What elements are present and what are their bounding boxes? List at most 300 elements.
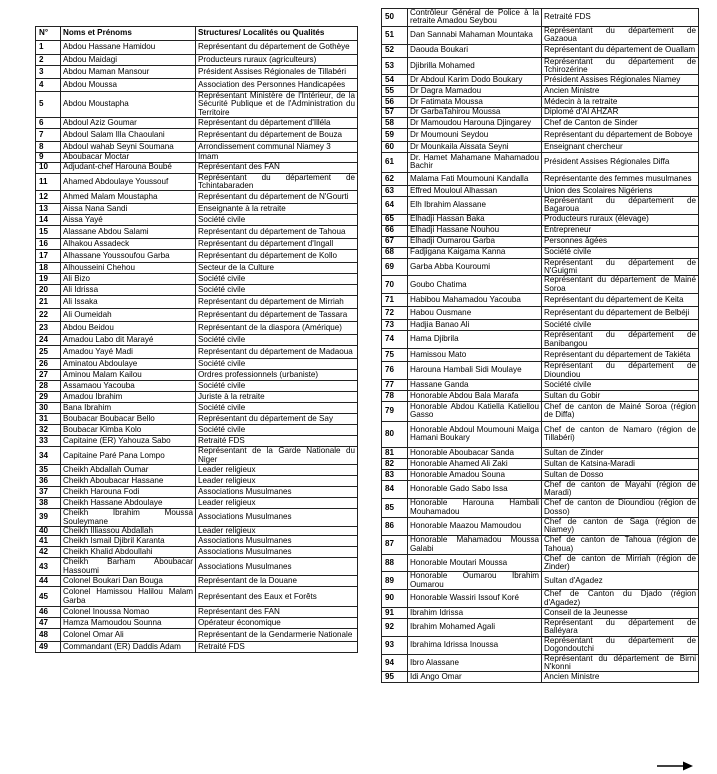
row-name: Amadou Yayé Madi: [61, 346, 196, 359]
row-number: 71: [382, 294, 408, 307]
row-name: Aboubacar Moctar: [61, 153, 196, 162]
table-header-row: [36, 27, 358, 41]
table-row: [36, 547, 358, 558]
row-name: Adjudant-chef Harouna Boubé: [61, 162, 196, 173]
row-number: 76: [382, 362, 408, 380]
table-row: [382, 401, 699, 421]
row-name: Hama Djibrila: [408, 331, 542, 349]
table-row: [36, 465, 358, 476]
row-name: Abdoul Aziz Goumar: [61, 118, 196, 129]
row-structure: Retraité FDS: [196, 436, 358, 447]
row-number: 21: [36, 296, 61, 309]
row-number: 14: [36, 215, 61, 226]
row-structure: Représentant du département de Belbéji: [542, 307, 699, 320]
row-name: Colonel Omar Ali: [61, 629, 196, 642]
row-structure: Représentant du département de Banibangou: [542, 331, 699, 349]
row-structure: Sultan de Zinder: [542, 447, 699, 458]
row-structure: Représentant du département de Ouallam: [542, 44, 699, 57]
row-structure: Représentant de la Gendarmerie Nationale: [196, 629, 358, 642]
row-number: 73: [382, 320, 408, 331]
row-number: 38: [36, 498, 61, 509]
row-name: Dr GarbaTahirou Moussa: [408, 108, 542, 117]
row-structure: Représentant du département de N'Guigmi: [542, 258, 699, 276]
table-row: [36, 346, 358, 359]
table-row: [382, 590, 699, 608]
table-row: [382, 421, 699, 447]
row-number: 95: [382, 672, 408, 683]
row-number: 67: [382, 236, 408, 247]
row-name: Cheikh Barham Aboubacar Hassoumi: [61, 558, 196, 576]
row-number: 25: [36, 346, 61, 359]
row-name: Alassane Abdou Salami: [61, 226, 196, 239]
row-structure: Représentant de la Garde Nationale du Niger: [196, 447, 358, 465]
table-row: [36, 79, 358, 92]
row-structure: Association des Personnes Handicapées: [196, 79, 358, 92]
row-name: Harouna Hambali Sidi Moulaye: [408, 362, 542, 380]
row-name: Honorable Wassiri Issouf Koré: [408, 590, 542, 608]
row-structure: Retraité FDS: [542, 9, 699, 27]
row-number: 55: [382, 86, 408, 97]
row-name: Ibrahima Idrissa Inoussa: [408, 636, 542, 654]
row-name: Ibro Alassane: [408, 654, 542, 672]
table-row: [36, 414, 358, 425]
table-row: [36, 436, 358, 447]
header-number: N°: [36, 27, 61, 41]
row-number: 78: [382, 390, 408, 401]
row-name: Daouda Boukari: [408, 44, 542, 57]
row-number: 9: [36, 153, 61, 162]
row-name: Malama Fati Moumouni Kandalla: [408, 172, 542, 185]
table-row: [36, 274, 358, 285]
row-number: 36: [36, 476, 61, 487]
row-number: 72: [382, 307, 408, 320]
row-structure: Leader religieux: [196, 476, 358, 487]
row-number: 40: [36, 527, 61, 536]
table-row: [382, 447, 699, 458]
table-row: [36, 153, 358, 162]
row-name: Colonel Hamissou Halilou Malam Garba: [61, 587, 196, 607]
row-number: 30: [36, 403, 61, 414]
table-row: [36, 66, 358, 79]
participants-table-right: [381, 8, 699, 683]
row-name: Amadou Ibrahim: [61, 392, 196, 403]
row-structure: Imam: [196, 153, 358, 162]
row-structure: Ancien Ministre: [542, 86, 699, 97]
row-structure: Représentant de la Douane: [196, 576, 358, 587]
row-number: 42: [36, 547, 61, 558]
table-row: [382, 480, 699, 498]
row-name: Honorable Ahamed Ali Zaki: [408, 458, 542, 469]
row-number: 68: [382, 247, 408, 258]
row-structure: Médecin à la retraite: [542, 97, 699, 108]
row-number: 57: [382, 108, 408, 117]
row-name: Dr Mamoudou Harouna Djingarey: [408, 117, 542, 128]
row-name: Assamaou Yacouba: [61, 381, 196, 392]
table-row: [382, 196, 699, 214]
row-structure: Société civile: [196, 381, 358, 392]
row-name: Aminou Malam Kailou: [61, 370, 196, 381]
row-name: Ibrahim Idrissa: [408, 607, 542, 618]
table-row: [382, 172, 699, 185]
row-name: Cheikh Ismail Djibril Karanta: [61, 536, 196, 547]
row-name: Aissa Yayé: [61, 215, 196, 226]
row-number: 83: [382, 469, 408, 480]
row-number: 32: [36, 425, 61, 436]
right-table-body: [382, 9, 699, 683]
table-row: [382, 320, 699, 331]
row-name: Capitaine Paré Pana Lompo: [61, 447, 196, 465]
row-name: Abdoul Salam Illa Chaoulani: [61, 129, 196, 142]
row-structure: Président Assises Régionales Diffa: [542, 152, 699, 172]
row-structure: Retraité FDS: [196, 642, 358, 653]
row-number: 26: [36, 359, 61, 370]
row-structure: Juriste à la retraite: [196, 392, 358, 403]
row-name: Abdou Maman Mansour: [61, 66, 196, 79]
row-name: Honorable Moutari Moussa: [408, 554, 542, 572]
table-row: [36, 447, 358, 465]
table-row: [382, 57, 699, 75]
row-number: 10: [36, 162, 61, 173]
row-number: 46: [36, 607, 61, 618]
table-row: [36, 359, 358, 370]
table-row: [382, 185, 699, 196]
row-name: Capitaine (ER) Yahouza Sabo: [61, 436, 196, 447]
row-name: Elh Ibrahim Alassane: [408, 196, 542, 214]
row-number: 7: [36, 129, 61, 142]
row-structure: Ancien Ministre: [542, 672, 699, 683]
row-name: Dr. Hamet Mahamane Mahamadou Bachir: [408, 152, 542, 172]
row-name: Ahmed Malam Moustapha: [61, 191, 196, 204]
row-number: 93: [382, 636, 408, 654]
row-structure: Union des Scolaires Nigériens: [542, 185, 699, 196]
table-row: [36, 250, 358, 263]
row-number: 44: [36, 576, 61, 587]
table-row: [36, 55, 358, 66]
table-row: [36, 618, 358, 629]
row-number: 35: [36, 465, 61, 476]
row-structure: Arrondissement communal Niamey 3: [196, 142, 358, 153]
row-name: Aminatou Abdoulaye: [61, 359, 196, 370]
row-number: 41: [36, 536, 61, 547]
row-number: 39: [36, 509, 61, 527]
table-row: [36, 498, 358, 509]
row-structure: Représentant du département de Mirriah: [196, 296, 358, 309]
table-row: [36, 509, 358, 527]
table-row: [36, 142, 358, 153]
row-name: Habibou Mahamadou Yacouba: [408, 294, 542, 307]
row-name: Elhadji Hassan Baka: [408, 214, 542, 225]
row-number: 3: [36, 66, 61, 79]
row-name: Colonel Inoussa Nomao: [61, 607, 196, 618]
row-name: Fadjigana Kaigama Kanna: [408, 247, 542, 258]
row-structure: Représentant des FAN: [196, 162, 358, 173]
row-number: 54: [382, 75, 408, 86]
row-structure: Représentant du département de Gothèye: [196, 41, 358, 55]
row-structure: Personnes âgées: [542, 236, 699, 247]
table-row: [36, 263, 358, 274]
row-structure: Société civile: [196, 425, 358, 436]
row-number: 31: [36, 414, 61, 425]
row-structure: Chef de canton de Dioundiou (région de Dosso): [542, 498, 699, 517]
table-row: [382, 108, 699, 117]
row-number: 58: [382, 117, 408, 128]
row-structure: Enseignante à la retraite: [196, 204, 358, 215]
row-name: Honorable Abdou Katiella Katiellou Gasso: [408, 401, 542, 421]
row-structure: Ordres professionnels (urbaniste): [196, 370, 358, 381]
row-structure: Représentant du département d'Illéla: [196, 118, 358, 129]
table-row: [36, 239, 358, 250]
table-row: [36, 536, 358, 547]
row-number: 81: [382, 447, 408, 458]
row-number: 64: [382, 196, 408, 214]
row-number: 23: [36, 322, 61, 335]
row-structure: Opérateur économique: [196, 618, 358, 629]
table-row: [382, 349, 699, 362]
row-name: Hamza Mamoudou Sounna: [61, 618, 196, 629]
table-row: [36, 285, 358, 296]
row-structure: Représentant des FAN: [196, 607, 358, 618]
row-name: Ali Oumeidah: [61, 309, 196, 322]
row-structure: Chef de canton de Mainé Soroa (région de Diffa): [542, 401, 699, 421]
row-number: 48: [36, 629, 61, 642]
row-number: 59: [382, 128, 408, 141]
row-name: Honorable Aboubacar Sanda: [408, 447, 542, 458]
row-number: 6: [36, 118, 61, 129]
row-name: Abdou Moussa: [61, 79, 196, 92]
row-number: 20: [36, 285, 61, 296]
row-structure: Sultan d'Agadez: [542, 572, 699, 590]
row-structure: Producteurs ruraux (agriculteurs): [196, 55, 358, 66]
row-number: 5: [36, 92, 61, 118]
row-name: Bana Ibrahim: [61, 403, 196, 414]
table-row: [36, 476, 358, 487]
row-structure: Représentant du département de Takiéta: [542, 349, 699, 362]
row-number: 88: [382, 554, 408, 572]
row-structure: Représentant du département de Tchintabaraden: [196, 173, 358, 191]
row-number: 60: [382, 141, 408, 152]
row-name: Abdou Maidagi: [61, 55, 196, 66]
table-row: [36, 381, 358, 392]
row-number: 62: [382, 172, 408, 185]
row-structure: Chef de canton de Mayahi (région de Maradi): [542, 480, 699, 498]
row-number: 90: [382, 590, 408, 608]
table-row: [382, 276, 699, 294]
table-row: [382, 672, 699, 683]
row-number: 87: [382, 535, 408, 554]
row-name: Colonel Boukari Dan Bouga: [61, 576, 196, 587]
row-number: 11: [36, 173, 61, 191]
row-name: Commandant (ER) Daddis Adam: [61, 642, 196, 653]
row-structure: Leader religieux: [196, 498, 358, 509]
row-structure: Représentant du département de Boboye: [542, 128, 699, 141]
row-name: Habou Ousmane: [408, 307, 542, 320]
row-name: Elhadji Oumarou Garba: [408, 236, 542, 247]
row-name: Aissa Nana Sandi: [61, 204, 196, 215]
row-structure: Représentant du département de Mainé Soroa: [542, 276, 699, 294]
row-number: 19: [36, 274, 61, 285]
row-name: Ali Issaka: [61, 296, 196, 309]
row-structure: Président Assises Régionales de Tillabéri: [196, 66, 358, 79]
row-name: Honorable Mahamadou Moussa Galabi: [408, 535, 542, 554]
table-row: [382, 390, 699, 401]
table-row: [382, 258, 699, 276]
row-structure: Société civile: [542, 379, 699, 390]
table-row: [382, 236, 699, 247]
row-number: 16: [36, 239, 61, 250]
row-structure: Représentant du département de Balléyara: [542, 618, 699, 636]
row-number: 8: [36, 142, 61, 153]
row-structure: Représentant du département de N'Gourti: [196, 191, 358, 204]
row-structure: Producteurs ruraux (élevage): [542, 214, 699, 225]
row-name: Hadjia Banao Ali: [408, 320, 542, 331]
table-row: [36, 191, 358, 204]
right-arrow-icon: [656, 760, 694, 772]
table-row: [382, 458, 699, 469]
row-number: 89: [382, 572, 408, 590]
table-row: [382, 225, 699, 236]
row-name: Cheikh Hassane Abdoulaye: [61, 498, 196, 509]
table-row: [36, 558, 358, 576]
table-row: [36, 309, 358, 322]
row-number: 12: [36, 191, 61, 204]
row-structure: Représentant du département de Madaoua: [196, 346, 358, 359]
row-structure: Leader religieux: [196, 527, 358, 536]
left-table-body: [36, 27, 358, 653]
row-structure: Chef de canton de Mirriah (région de Zinder): [542, 554, 699, 572]
row-name: Hamissou Mato: [408, 349, 542, 362]
row-name: Ibrahim Mohamed Agali: [408, 618, 542, 636]
row-name: Boubacar Boubacar Bello: [61, 414, 196, 425]
row-structure: Associations Musulmanes: [196, 547, 358, 558]
table-row: [36, 576, 358, 587]
table-row: [36, 173, 358, 191]
row-structure: Représentante des femmes musulmanes: [542, 172, 699, 185]
row-number: 94: [382, 654, 408, 672]
row-name: Cheikh Abdallah Oumar: [61, 465, 196, 476]
row-name: Alhousseini Chehou: [61, 263, 196, 274]
row-name: Ahamed Abdoulaye Youssouf: [61, 173, 196, 191]
row-structure: Associations Musulmanes: [196, 558, 358, 576]
table-row: [36, 92, 358, 118]
row-name: Cheikh Khalid Abdoullahi: [61, 547, 196, 558]
table-row: [36, 370, 358, 381]
row-number: 49: [36, 642, 61, 653]
row-name: Garba Abba Kouroumi: [408, 258, 542, 276]
row-name: Abdou Hassane Hamidou: [61, 41, 196, 55]
row-number: 2: [36, 55, 61, 66]
row-structure: Représentant du département de Bouza: [196, 129, 358, 142]
row-structure: Représentant du département de Dioundiou: [542, 362, 699, 380]
row-structure: Représentant des Eaux et Forêts: [196, 587, 358, 607]
row-number: 92: [382, 618, 408, 636]
row-name: Honorable Amadou Souna: [408, 469, 542, 480]
row-structure: Secteur de la Culture: [196, 263, 358, 274]
row-structure: Société civile: [196, 215, 358, 226]
row-structure: Président Assises Régionales Niamey: [542, 75, 699, 86]
row-structure: Sultan de Katsina-Maradi: [542, 458, 699, 469]
row-name: Abdoul wahab Seyni Soumana: [61, 142, 196, 153]
row-structure: Société civile: [542, 247, 699, 258]
row-structure: Représentant du département de Dogondoutchi: [542, 636, 699, 654]
table-row: [382, 44, 699, 57]
table-row: [382, 128, 699, 141]
row-name: Honorable Abdou Bala Marafa: [408, 390, 542, 401]
table-row: [382, 9, 699, 27]
row-number: 84: [382, 480, 408, 498]
row-number: 4: [36, 79, 61, 92]
row-name: Hassane Ganda: [408, 379, 542, 390]
table-row: [36, 129, 358, 142]
row-name: Dan Sannabi Mahaman Mountaka: [408, 26, 542, 44]
table-row: [36, 642, 358, 653]
row-number: 86: [382, 517, 408, 535]
row-number: 51: [382, 26, 408, 44]
row-name: Idi Ango Omar: [408, 672, 542, 683]
row-name: Cheikh Aboubacar Hassane: [61, 476, 196, 487]
row-number: 15: [36, 226, 61, 239]
row-name: Djibrilla Mohamed: [408, 57, 542, 75]
row-name: Alhakou Assadeck: [61, 239, 196, 250]
row-structure: Enseignant chercheur: [542, 141, 699, 152]
row-number: 1: [36, 41, 61, 55]
row-structure: Représentant du département de Tahoua: [196, 226, 358, 239]
row-structure: Représentant de la diaspora (Amérique): [196, 322, 358, 335]
row-number: 56: [382, 97, 408, 108]
table-row: [36, 118, 358, 129]
row-name: Ali Idrissa: [61, 285, 196, 296]
row-number: 53: [382, 57, 408, 75]
row-structure: Représentant du département de Kollo: [196, 250, 358, 263]
row-number: 29: [36, 392, 61, 403]
row-structure: Associations Musulmanes: [196, 536, 358, 547]
row-number: 28: [36, 381, 61, 392]
row-structure: Sultan de Dosso: [542, 469, 699, 480]
row-name: Elhadji Hassane Nouhou: [408, 225, 542, 236]
table-row: [36, 392, 358, 403]
table-row: [382, 607, 699, 618]
table-row: [36, 41, 358, 55]
row-number: 27: [36, 370, 61, 381]
row-structure: Société civile: [196, 274, 358, 285]
row-name: Honorable Harouna Hambali Mouhamadou: [408, 498, 542, 517]
row-name: Honorable Gado Sabo Issa: [408, 480, 542, 498]
row-number: 74: [382, 331, 408, 349]
row-number: 85: [382, 498, 408, 517]
row-structure: Représentant du département de Birni N'konni: [542, 654, 699, 672]
table-row: [382, 379, 699, 390]
table-row: [36, 487, 358, 498]
row-name: Dr Abdoul Karim Dodo Boukary: [408, 75, 542, 86]
row-structure: Société civile: [196, 359, 358, 370]
row-structure: Société civile: [196, 403, 358, 414]
row-structure: Chef de Canton de Sinder: [542, 117, 699, 128]
row-number: 80: [382, 421, 408, 447]
table-row: [382, 636, 699, 654]
row-number: 82: [382, 458, 408, 469]
row-number: 50: [382, 9, 408, 27]
table-row: [36, 296, 358, 309]
row-number: 45: [36, 587, 61, 607]
row-structure: Société civile: [542, 320, 699, 331]
table-row: [382, 86, 699, 97]
table-row: [382, 307, 699, 320]
table-row: [382, 535, 699, 554]
row-structure: Représentant Ministère de l'Intérieur, de la Sécurité Publique et de l'Administration du Territoire: [196, 92, 358, 118]
table-row: [36, 322, 358, 335]
table-row: [382, 554, 699, 572]
row-structure: Représentant du département d'Ingall: [196, 239, 358, 250]
row-name: Cheikh Illiassou Abdallah: [61, 527, 196, 536]
